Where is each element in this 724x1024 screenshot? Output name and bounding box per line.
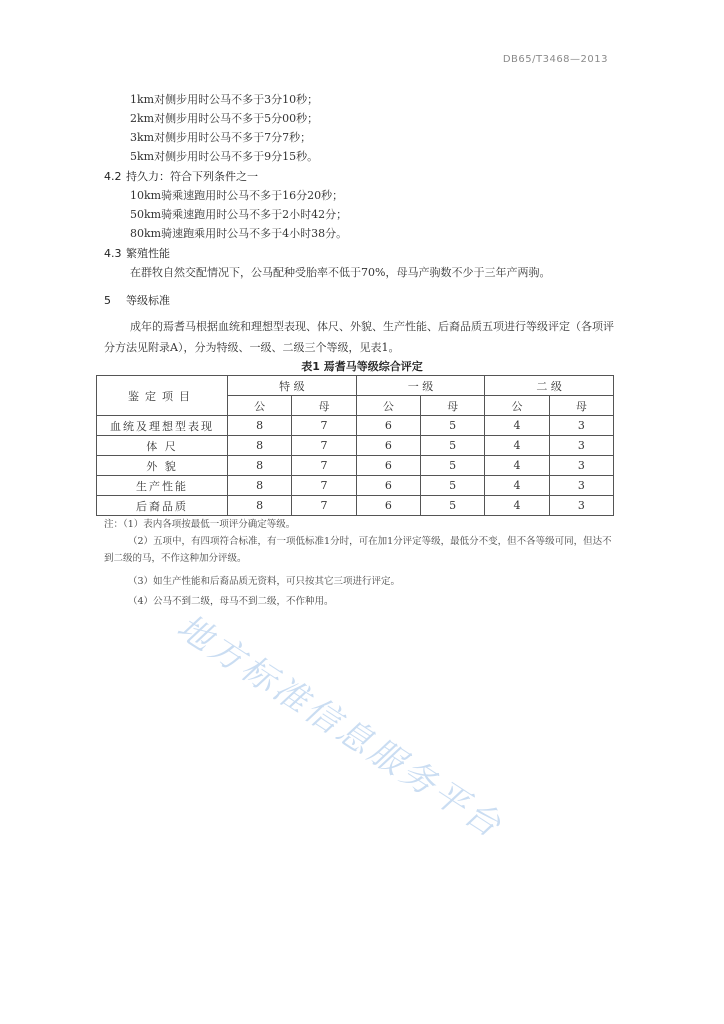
grade-header-second: 二 级 [485,376,614,396]
document-number: DB65/T3468—2013 [502,54,608,65]
table-note-3: （3）如生产性能和后裔品质无资料，可只按其它三项进行评定。 [128,576,401,587]
grade-header-first: 一 级 [356,376,485,396]
table-row [97,416,614,436]
sex-header: 公 [485,396,549,416]
endurance-number: 4.2 [104,170,122,183]
table-cell: 4 [485,476,549,496]
grade-table [96,375,614,516]
table-cell: 3 [549,496,613,516]
sex-header: 公 [356,396,420,416]
speed-line-1: 1km对侧步用时公马不多于3分10秒； [130,93,319,106]
table-row [97,496,614,516]
table-cell: 3 [549,416,613,436]
table-cell: 7 [292,476,356,496]
breeding-heading [104,245,170,261]
table-cell: 4 [485,436,549,456]
endurance-line-3: 80km骑速跑乘用时公马不多于4小时38分。 [130,227,348,240]
endurance-line-1: 10km骑乘速跑用时公马不多于16分20秒； [130,189,344,202]
sex-header: 母 [549,396,613,416]
table-header-row [97,376,614,396]
endurance-line-2: 50km骑乘速跑用时公马不多于2小时42分； [130,208,348,221]
table-cell: 5 [420,436,484,456]
sex-header: 公 [228,396,292,416]
table-cell: 4 [485,496,549,516]
grading-paragraph: 成年的焉耆马根据血统和理想型表现、体尺、外貌、生产性能、后裔品质五项进行等级评定（各项评分方法见附录A），分为特级、一级、二级三个等级，见表1。 [104,320,614,354]
table-row [97,476,614,496]
speed-line-4: 5km对侧步用时公马不多于9分15秒。 [130,150,319,163]
table-cell: 6 [356,496,420,516]
table-cell: 7 [292,496,356,516]
grading-number: 5 [104,294,111,307]
table-cell: 5 [420,456,484,476]
table-cell: 3 [549,476,613,496]
speed-line-2: 2km对侧步用时公马不多于5分00秒； [130,112,319,125]
table-cell: 4 [485,456,549,476]
table-cell: 8 [228,436,292,456]
table-cell: 5 [420,496,484,516]
table-cell: 7 [292,436,356,456]
table-cell: 8 [228,476,292,496]
breeding-text: 在群牧自然交配情况下，公马配种受胎率不低于70%，母马产驹数不少于三年产两驹。 [130,266,551,279]
row-item: 血统及理想型表现 [97,416,228,436]
endurance-title: 持久力：符合下列条件之一 [126,170,258,183]
table-cell: 5 [420,476,484,496]
table-cell: 6 [356,416,420,436]
sex-header: 母 [292,396,356,416]
table-caption: 表1 焉耆马等级综合评定 [301,360,423,373]
table-note-4: （4）公马不到二级，母马不到二级，不作种用。 [128,596,334,607]
row-item: 生产性能 [97,476,228,496]
table-cell: 6 [356,436,420,456]
table-cell: 7 [292,416,356,436]
watermark-text: 地方标准信息服务平台 [169,606,511,848]
breeding-title: 繁殖性能 [126,247,170,260]
speed-line-3: 3km对侧步用时公马不多于7分7秒； [130,131,312,144]
endurance-heading [104,168,258,184]
table-row [97,436,614,456]
grading-heading [104,292,170,308]
item-header: 鉴定项目 [97,376,228,416]
sex-header: 母 [420,396,484,416]
row-item: 后裔品质 [97,496,228,516]
table-cell: 8 [228,456,292,476]
row-item: 体 尺 [97,436,228,456]
table-cell: 3 [549,456,613,476]
grade-header-special: 特 级 [228,376,357,396]
breeding-number: 4.3 [104,247,122,260]
row-item: 外 貌 [97,456,228,476]
table-cell: 7 [292,456,356,476]
table-note-1: 注：（1）表内各项按最低一项评分确定等级。 [104,519,296,530]
table-cell: 8 [228,496,292,516]
table-cell: 4 [485,416,549,436]
table-cell: 5 [420,416,484,436]
grading-title: 等级标准 [126,294,170,307]
table-cell: 8 [228,416,292,436]
table-cell: 6 [356,456,420,476]
table-row [97,456,614,476]
table-cell: 6 [356,476,420,496]
table-cell: 3 [549,436,613,456]
table-note-2: （2）五项中，有四项符合标准，有一项低标准1分时，可在加1分评定等级，最低分不变，但不各等级可同，但达不到二级的马，不作这种加分评级。 [104,536,612,564]
